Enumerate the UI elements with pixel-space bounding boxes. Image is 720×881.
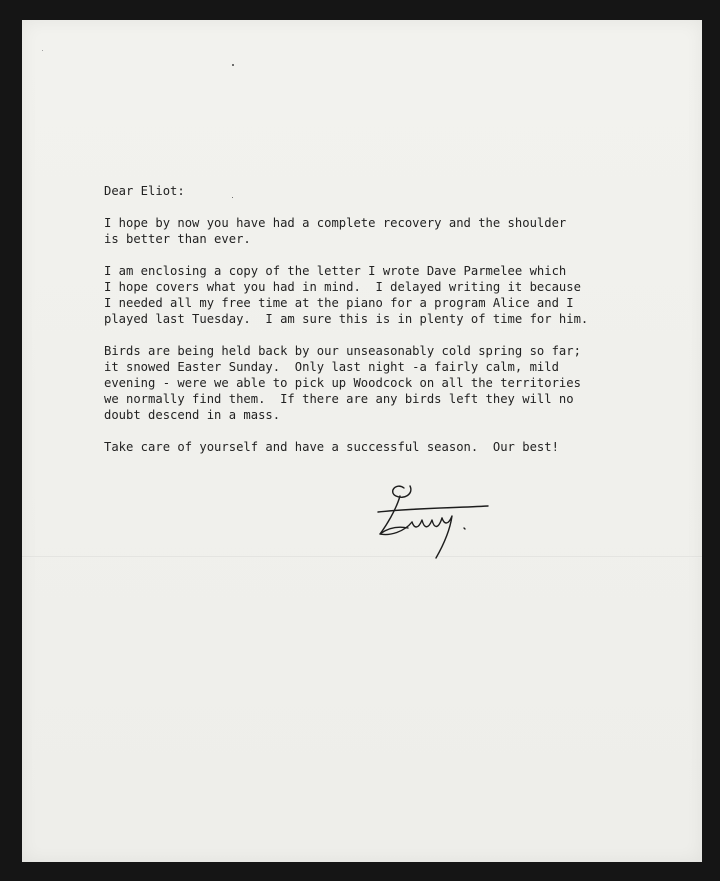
paper-speck — [232, 64, 234, 66]
closing-line: Take care of yourself and have a successful season. Our best! — [104, 440, 559, 454]
body-line: it snowed Easter Sunday. Only last night -a fairly calm, mild — [104, 360, 559, 374]
body-line: I am enclosing a copy of the letter I wrote Dave Parmelee which — [104, 264, 567, 278]
body-line: we normally find them. If there are any birds left they will no — [104, 392, 574, 406]
paper-speck — [42, 50, 43, 51]
body-line: evening - were we able to pick up Woodcock on all the territories — [104, 376, 581, 390]
body-line: I hope by now you have had a complete recovery and the shoulder — [104, 216, 567, 230]
body-line: doubt descend in a mass. — [104, 408, 281, 422]
letter-page — [22, 20, 702, 862]
body-line: Birds are being held back by our unseasonably cold spring so far; — [104, 344, 581, 358]
paragraph-gap — [104, 327, 664, 343]
paragraph-gap — [104, 199, 664, 215]
body-line: I hope covers what you had in mind. I delayed writing it because — [104, 280, 581, 294]
salutation: Dear Eliot: — [104, 184, 185, 198]
letter-body — [104, 183, 664, 455]
fold-crease — [22, 556, 702, 558]
paragraph-gap — [104, 423, 664, 439]
handwritten-signature — [374, 478, 494, 568]
body-line: I needed all my free time at the piano for a program Alice and I — [104, 296, 574, 310]
paragraph-gap — [104, 247, 664, 263]
bleed-through-mark: ​ — [619, 364, 625, 404]
body-line: played last Tuesday. I am sure this is in plenty of time for him. — [104, 312, 589, 326]
body-line: is better than ever. — [104, 232, 251, 246]
